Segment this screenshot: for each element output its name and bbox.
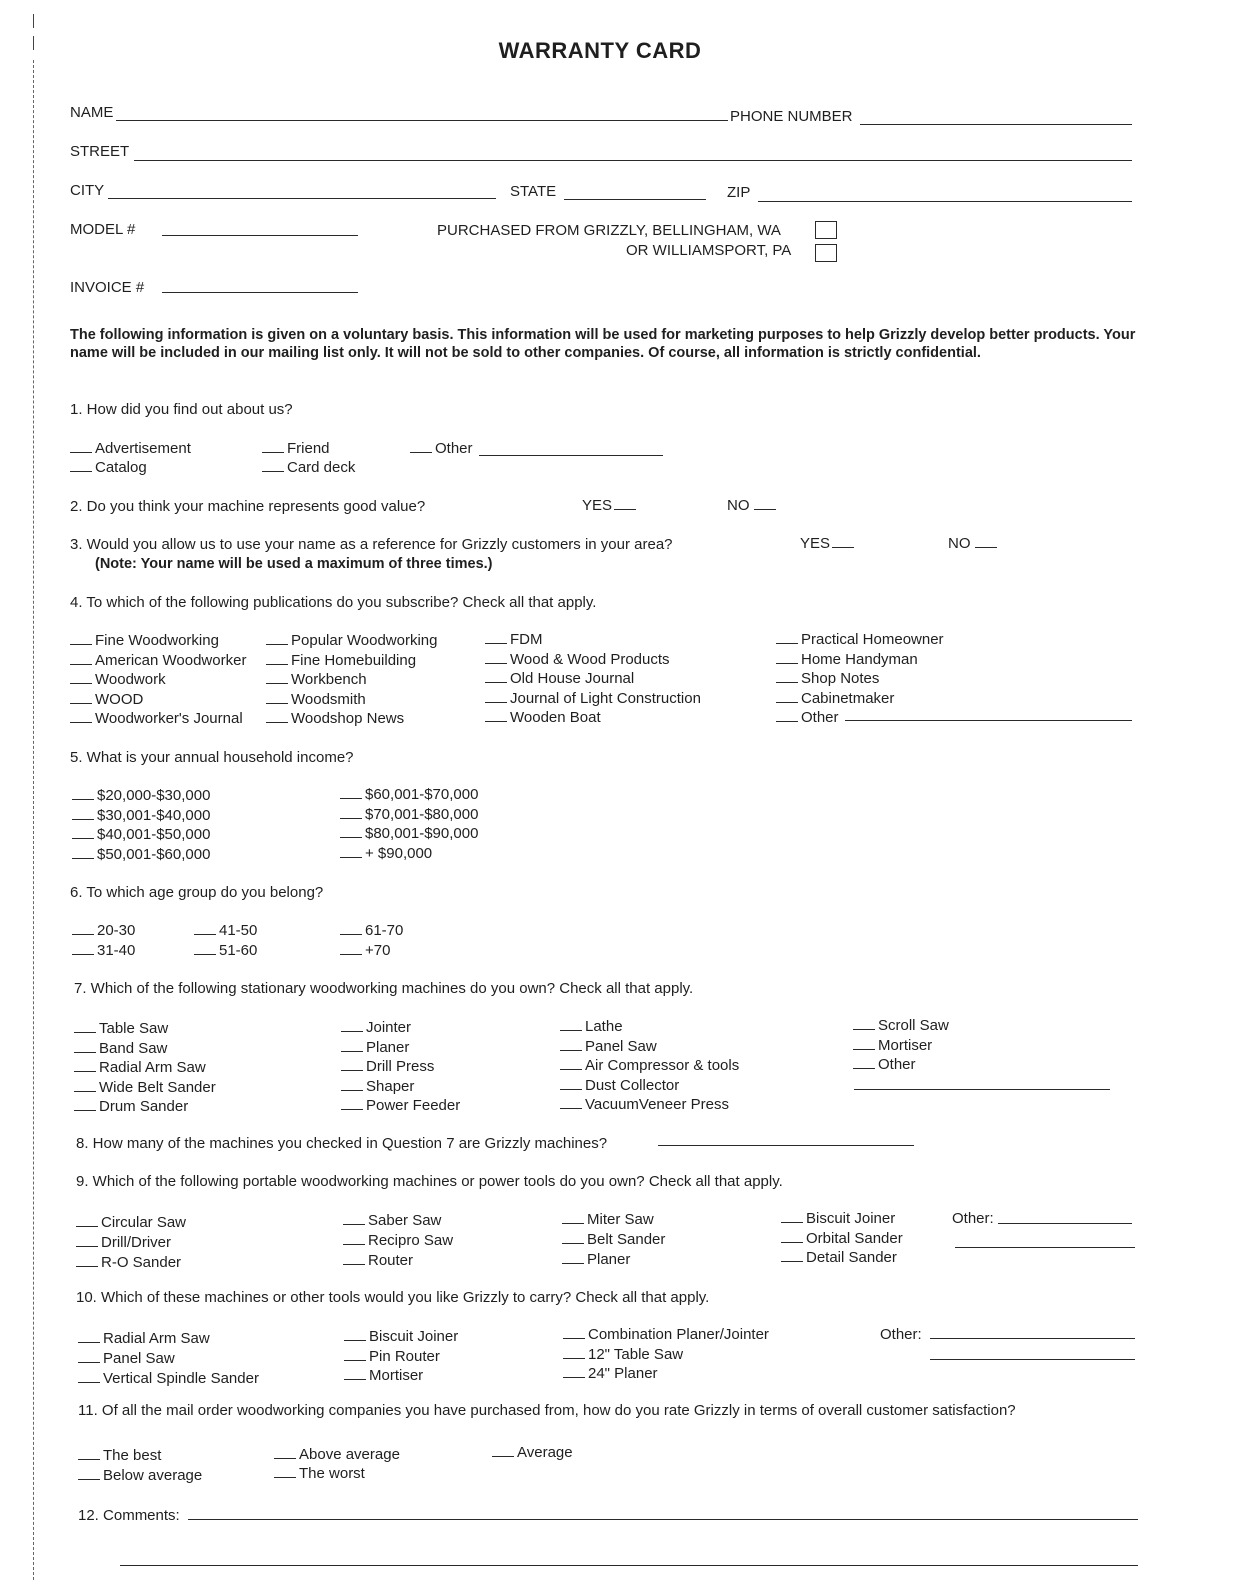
machine-option[interactable] [560, 1077, 679, 1095]
option-label: Scroll Saw [878, 1017, 949, 1034]
option-label: Radial Arm Saw [103, 1330, 210, 1347]
option-label: Jointer [366, 1019, 412, 1036]
check-blank[interactable] [341, 1030, 363, 1032]
option-label: 41-50 [219, 922, 258, 939]
question-text: 3. Would you allow us to use your name as a reference for Grizzly customers in your area? [70, 536, 673, 553]
check-blank[interactable] [853, 1028, 875, 1030]
option-label: $80,001-$90,000 [365, 825, 479, 842]
publication-option[interactable] [485, 631, 543, 649]
tool-option[interactable] [76, 1234, 171, 1252]
machine-option[interactable] [560, 1038, 657, 1056]
age-option[interactable] [194, 922, 257, 940]
option-label: Shop Notes [801, 670, 880, 687]
wishlist-option[interactable] [78, 1330, 210, 1348]
option-label: Woodworker's Journal [95, 710, 243, 727]
check-blank[interactable] [341, 1050, 363, 1052]
zip-field[interactable] [758, 201, 1132, 202]
option-label: Practical Homeowner [801, 631, 944, 648]
question-text: 5. What is your annual household income? [70, 749, 354, 766]
option-card-deck[interactable] [262, 459, 355, 477]
option-label: Drum Sander [99, 1098, 189, 1115]
machine-option[interactable] [74, 1059, 206, 1077]
option-label: Fine Homebuilding [291, 651, 417, 669]
comments-field-2[interactable] [120, 1565, 1138, 1566]
check-blank[interactable] [781, 1241, 803, 1243]
option-label: YES [800, 535, 831, 552]
purchased-williamsport-label: OR WILLIAMSPORT, PA [626, 242, 792, 259]
income-option[interactable] [340, 825, 478, 843]
tool-option[interactable] [781, 1210, 895, 1228]
check-blank[interactable] [74, 1070, 96, 1072]
option-label: Other [801, 709, 839, 726]
check-blank[interactable] [72, 933, 94, 935]
tool-option[interactable] [76, 1214, 186, 1232]
publication-option[interactable] [776, 690, 894, 708]
wishlist-option[interactable] [78, 1350, 175, 1368]
machine-option[interactable] [341, 1039, 409, 1057]
check-blank[interactable] [78, 1341, 100, 1343]
option-label: Power Feeder [366, 1097, 461, 1114]
check-blank[interactable] [266, 702, 288, 704]
option-label: NO [948, 535, 971, 552]
option-label: Biscuit Joiner [806, 1210, 896, 1227]
option-label: VacuumVeneer Press [585, 1096, 729, 1113]
comments-label: 12. Comments: [78, 1507, 180, 1524]
check-blank[interactable] [560, 1068, 582, 1070]
age-option[interactable] [340, 942, 390, 960]
check-blank[interactable] [340, 817, 362, 819]
phone-label: PHONE NUMBER [730, 108, 853, 125]
check-blank[interactable] [343, 1223, 365, 1225]
option-label: Panel Saw [585, 1037, 657, 1055]
other-label: Other: [952, 1210, 994, 1227]
tool-option[interactable] [76, 1254, 181, 1272]
option-label: $70,001-$80,000 [365, 805, 479, 823]
check-blank[interactable] [563, 1337, 585, 1339]
check-blank[interactable] [72, 837, 94, 839]
machine-option[interactable] [853, 1056, 916, 1074]
option-label: $60,001-$70,000 [365, 786, 479, 803]
check-blank[interactable] [70, 663, 92, 665]
age-option[interactable] [72, 942, 135, 960]
option-label: Shaper [366, 1077, 415, 1095]
option-label: Other [435, 440, 473, 457]
option-label: Pin Router [369, 1347, 440, 1365]
option-label: Drill Press [366, 1058, 435, 1075]
option-label: Fine Woodworking [95, 632, 219, 649]
tool-option[interactable] [343, 1232, 453, 1250]
option-label: 51-60 [219, 942, 258, 959]
publication-option[interactable] [70, 652, 246, 670]
option-label: YES [582, 497, 613, 514]
option-label: Friend [287, 440, 330, 457]
option-label: WOOD [95, 690, 144, 708]
check-blank[interactable] [76, 1225, 98, 1227]
option-average[interactable] [492, 1444, 573, 1462]
model-label: MODEL # [70, 221, 136, 238]
publication-option[interactable] [776, 670, 879, 688]
comments-field[interactable] [188, 1519, 1138, 1520]
option-label: Journal of Light Construction [510, 689, 701, 707]
publication-option[interactable] [485, 670, 634, 688]
question-text: 10. Which of these machines or other tools would you like Grizzly to carry? Check all that apply. [76, 1289, 710, 1306]
check-blank[interactable] [194, 953, 216, 955]
option-advertisement[interactable] [70, 440, 191, 458]
option-label: $30,001-$40,000 [97, 806, 211, 824]
option-label: Woodsmith [291, 690, 366, 708]
option-label: FDM [510, 631, 543, 648]
machine-option[interactable] [560, 1057, 739, 1075]
option-label: Detail Sander [806, 1249, 897, 1266]
purchased-bellingham-label: PURCHASED FROM GRIZZLY, BELLINGHAM, WA [437, 222, 781, 239]
check-blank[interactable] [776, 681, 798, 683]
option-label: 61-70 [365, 922, 404, 939]
age-option[interactable] [72, 922, 135, 940]
option-label: Wood & Wood Products [510, 650, 670, 668]
option-label: Planer [366, 1038, 410, 1056]
check-blank[interactable] [341, 1069, 363, 1071]
check-blank[interactable] [70, 702, 92, 704]
check-blank[interactable] [485, 720, 507, 722]
check-blank[interactable] [70, 721, 92, 723]
option-label: Drill/Driver [101, 1234, 171, 1251]
option-label: American Woodworker [95, 651, 247, 669]
option-label: Saber Saw [368, 1212, 442, 1229]
street-label: STREET [70, 143, 130, 160]
machine-option[interactable] [853, 1037, 932, 1055]
yes-option[interactable] [800, 535, 857, 553]
question-text: 4. To which of the following publications do you subscribe? Check all that apply. [70, 594, 597, 611]
option-label: The worst [299, 1465, 365, 1482]
option-label: Panel Saw [103, 1350, 175, 1367]
publication-option[interactable] [485, 651, 670, 669]
check-blank[interactable] [76, 1265, 98, 1267]
check-blank[interactable] [562, 1242, 584, 1244]
option-label: Average [517, 1444, 573, 1461]
option-label: Woodwork [95, 671, 166, 688]
publication-option[interactable] [70, 671, 166, 689]
option-the-best[interactable] [78, 1447, 161, 1465]
check-blank[interactable] [78, 1361, 100, 1363]
check-blank[interactable] [853, 1048, 875, 1050]
williamsport-checkbox[interactable] [815, 244, 837, 262]
answer-field[interactable] [658, 1145, 914, 1146]
check-blank[interactable] [76, 1245, 98, 1247]
check-blank[interactable] [560, 1088, 582, 1090]
check-blank[interactable] [560, 1029, 582, 1031]
question-note: (Note: Your name will be used a maximum of three times.) [95, 556, 493, 572]
invoice-label: INVOICE # [70, 279, 145, 296]
publication-option[interactable] [776, 709, 839, 727]
question-text: 7. Which of the following stationary woodworking machines do you own? Check all that apply. [74, 980, 694, 997]
check-blank[interactable] [74, 1109, 96, 1111]
option-label: Band Saw [99, 1039, 168, 1057]
option-label: 24" Planer [588, 1365, 658, 1382]
check-blank[interactable] [266, 682, 288, 684]
option-label: Biscuit Joiner [369, 1328, 459, 1345]
option-label: + $90,000 [365, 844, 433, 862]
question-text: 9. Which of the following portable woodworking machines or power tools do you own? Check all that apply. [76, 1173, 783, 1190]
question-text: 11. Of all the mail order woodworking companies you have purchased from, how do you rate Grizzly in terms of overall customer satisfaction? [78, 1402, 1016, 1419]
publication-option[interactable] [266, 671, 367, 689]
option-label: $20,000-$30,000 [97, 787, 211, 804]
question-text: 8. How many of the machines you checked in Question 7 are Grizzly machines? [76, 1135, 608, 1152]
check-blank[interactable] [70, 643, 92, 645]
machine-option[interactable] [853, 1017, 949, 1035]
machine-option[interactable] [74, 1040, 167, 1058]
tool-option[interactable] [562, 1251, 630, 1269]
option-label: Popular Woodworking [291, 632, 438, 649]
wishlist-option[interactable] [78, 1370, 259, 1388]
option-catalog[interactable] [70, 459, 147, 477]
check-blank[interactable] [776, 642, 798, 644]
option-below-average[interactable] [78, 1467, 202, 1485]
publication-option[interactable] [776, 651, 918, 669]
option-label: Dust Collector [585, 1076, 680, 1094]
option-label: Workbench [291, 671, 367, 688]
check-blank[interactable] [72, 818, 94, 820]
check-blank[interactable] [340, 836, 362, 838]
check-blank[interactable] [343, 1263, 365, 1265]
age-option[interactable] [194, 942, 257, 960]
check-blank[interactable] [341, 1108, 363, 1110]
other-field[interactable] [930, 1338, 1135, 1339]
check-blank[interactable] [562, 1222, 584, 1224]
zip-label: ZIP [727, 184, 751, 201]
question-text: 1. How did you find out about us? [70, 401, 293, 418]
check-blank[interactable] [194, 933, 216, 935]
check-blank[interactable] [266, 663, 288, 665]
option-label: Vertical Spindle Sander [103, 1370, 259, 1387]
privacy-notice: The following information is given on a voluntary basis. This information will be used for marketing purposes to help Grizzly develop better products. Your name will be included in our mailing list only. It will not be sold to other companies. Of course, all information is strictly confidential. [70, 327, 1136, 361]
phone-field[interactable] [860, 124, 1132, 125]
question-text: 2. Do you think your machine represents good value? [70, 498, 426, 515]
check-blank[interactable] [563, 1357, 585, 1359]
publication-option[interactable] [266, 652, 416, 670]
option-friend[interactable] [262, 440, 330, 458]
other-field-2[interactable] [930, 1359, 1135, 1360]
name-label: NAME [70, 104, 114, 121]
machine-option[interactable] [341, 1019, 411, 1037]
yes-option[interactable] [582, 497, 639, 515]
machine-option[interactable] [74, 1020, 168, 1038]
check-blank[interactable] [266, 721, 288, 723]
check-blank[interactable] [340, 856, 362, 858]
option-label: Card deck [287, 459, 356, 476]
option-label: Lathe [585, 1018, 623, 1035]
check-blank[interactable] [485, 681, 507, 683]
tool-option[interactable] [562, 1231, 665, 1249]
street-field[interactable] [134, 160, 1132, 161]
check-blank[interactable] [344, 1378, 366, 1380]
option-label: Below average [103, 1467, 203, 1484]
check-blank[interactable] [74, 1090, 96, 1092]
publication-option[interactable] [70, 632, 219, 650]
option-label: 31-40 [97, 942, 136, 959]
no-option[interactable] [727, 497, 779, 515]
wishlist-option[interactable] [563, 1346, 683, 1364]
income-option[interactable] [340, 845, 432, 863]
publication-option[interactable] [266, 632, 437, 650]
name-field[interactable] [116, 120, 728, 121]
check-blank[interactable] [340, 797, 362, 799]
option-label: Advertisement [95, 440, 191, 457]
city-field[interactable] [108, 198, 496, 199]
wishlist-option[interactable] [563, 1326, 769, 1344]
option-label: NO [727, 497, 750, 514]
check-blank[interactable] [485, 642, 507, 644]
option-label: Recipro Saw [368, 1232, 454, 1249]
publication-option[interactable] [266, 691, 366, 709]
wishlist-option[interactable] [563, 1365, 658, 1383]
option-label: Catalog [95, 459, 147, 476]
check-blank[interactable] [776, 720, 798, 722]
check-blank[interactable] [74, 1031, 96, 1033]
check-blank[interactable] [485, 662, 507, 664]
publication-option[interactable] [485, 709, 601, 727]
other-field[interactable] [479, 455, 663, 456]
option-label: Miter Saw [587, 1211, 654, 1228]
check-blank[interactable] [485, 701, 507, 703]
question-text: 6. To which age group do you belong? [70, 884, 324, 901]
no-option[interactable] [948, 535, 1000, 553]
option-label: Air Compressor & tools [585, 1057, 740, 1074]
tool-option[interactable] [781, 1249, 897, 1267]
check-blank[interactable] [78, 1381, 100, 1383]
publication-option[interactable] [266, 710, 404, 728]
option-above-average[interactable] [274, 1446, 400, 1464]
publication-option[interactable] [485, 690, 701, 708]
tool-option[interactable] [343, 1212, 441, 1230]
option-label: Mortiser [878, 1036, 933, 1054]
model-field[interactable] [162, 235, 358, 236]
income-option[interactable] [72, 826, 210, 844]
other-field[interactable] [845, 720, 1132, 721]
other-field[interactable] [998, 1223, 1132, 1224]
check-blank[interactable] [781, 1221, 803, 1223]
tool-option[interactable] [562, 1211, 654, 1229]
bellingham-checkbox[interactable] [815, 221, 837, 239]
machine-option[interactable] [341, 1097, 460, 1115]
income-option[interactable] [72, 807, 210, 825]
invoice-field[interactable] [162, 292, 358, 293]
option-label: Radial Arm Saw [99, 1059, 206, 1076]
option-label: Belt Sander [587, 1231, 666, 1248]
check-blank[interactable] [343, 1243, 365, 1245]
check-blank[interactable] [560, 1049, 582, 1051]
income-option[interactable] [72, 787, 210, 805]
check-blank[interactable] [781, 1260, 803, 1262]
option-label: Above average [299, 1446, 400, 1463]
other-field[interactable] [854, 1089, 1110, 1090]
option-label: Wide Belt Sander [99, 1078, 216, 1096]
option-label: Other [878, 1056, 916, 1073]
check-blank[interactable] [266, 643, 288, 645]
machine-option[interactable] [74, 1079, 216, 1097]
page-title: WARRANTY CARD [498, 38, 702, 63]
option-label: Woodshop News [291, 710, 405, 727]
check-blank[interactable] [560, 1107, 582, 1109]
publication-option[interactable] [70, 691, 143, 709]
check-blank[interactable] [776, 662, 798, 664]
option-label: Table Saw [99, 1020, 169, 1037]
option-label: The best [103, 1447, 162, 1464]
tool-option[interactable] [343, 1252, 413, 1270]
option-label: Cabinetmaker [801, 689, 895, 707]
option-the-worst[interactable] [274, 1465, 365, 1483]
option-other[interactable] [410, 440, 473, 458]
check-blank[interactable] [341, 1089, 363, 1091]
machine-option[interactable] [74, 1098, 188, 1116]
option-label: Mortiser [369, 1367, 424, 1384]
check-blank[interactable] [563, 1376, 585, 1378]
check-blank[interactable] [776, 701, 798, 703]
machine-option[interactable] [341, 1058, 434, 1076]
other-label: Other: [880, 1326, 922, 1343]
income-option[interactable] [72, 846, 210, 864]
check-blank[interactable] [853, 1067, 875, 1069]
check-blank[interactable] [74, 1051, 96, 1053]
machine-option[interactable] [560, 1096, 729, 1114]
machine-option[interactable] [560, 1018, 623, 1036]
wishlist-option[interactable] [344, 1367, 423, 1385]
city-label: CITY [70, 182, 105, 199]
option-label: Router [368, 1252, 414, 1269]
age-option[interactable] [340, 922, 403, 940]
option-label: Home Handyman [801, 650, 918, 668]
option-label: +70 [365, 942, 391, 959]
other-field-2[interactable] [955, 1247, 1135, 1248]
tool-option[interactable] [781, 1230, 903, 1248]
option-label: $40,001-$50,000 [97, 826, 211, 843]
option-label: Planer [587, 1251, 631, 1268]
income-option[interactable] [340, 806, 478, 824]
check-blank[interactable] [344, 1359, 366, 1361]
check-blank[interactable] [72, 857, 94, 859]
option-label: Orbital Sander [806, 1229, 903, 1247]
option-label: Combination Planer/Jointer [588, 1326, 769, 1343]
publication-option[interactable] [70, 710, 243, 728]
publication-option[interactable] [776, 631, 944, 649]
check-blank[interactable] [340, 933, 362, 935]
income-option[interactable] [340, 786, 478, 804]
check-blank[interactable] [340, 953, 362, 955]
wishlist-option[interactable] [344, 1348, 440, 1366]
check-blank[interactable] [562, 1262, 584, 1264]
check-blank[interactable] [72, 798, 94, 800]
machine-option[interactable] [341, 1078, 414, 1096]
wishlist-option[interactable] [344, 1328, 458, 1346]
check-blank[interactable] [70, 682, 92, 684]
state-label: STATE [510, 183, 557, 200]
option-label: Wooden Boat [510, 709, 601, 726]
option-label: 20-30 [97, 922, 136, 939]
state-field[interactable] [564, 199, 706, 200]
option-label: Old House Journal [510, 670, 635, 687]
option-label: $50,001-$60,000 [97, 845, 211, 863]
option-label: R-O Sander [101, 1254, 182, 1271]
option-label: Circular Saw [101, 1214, 187, 1231]
check-blank[interactable] [72, 953, 94, 955]
check-blank[interactable] [344, 1339, 366, 1341]
option-label: 12" Table Saw [588, 1345, 684, 1363]
